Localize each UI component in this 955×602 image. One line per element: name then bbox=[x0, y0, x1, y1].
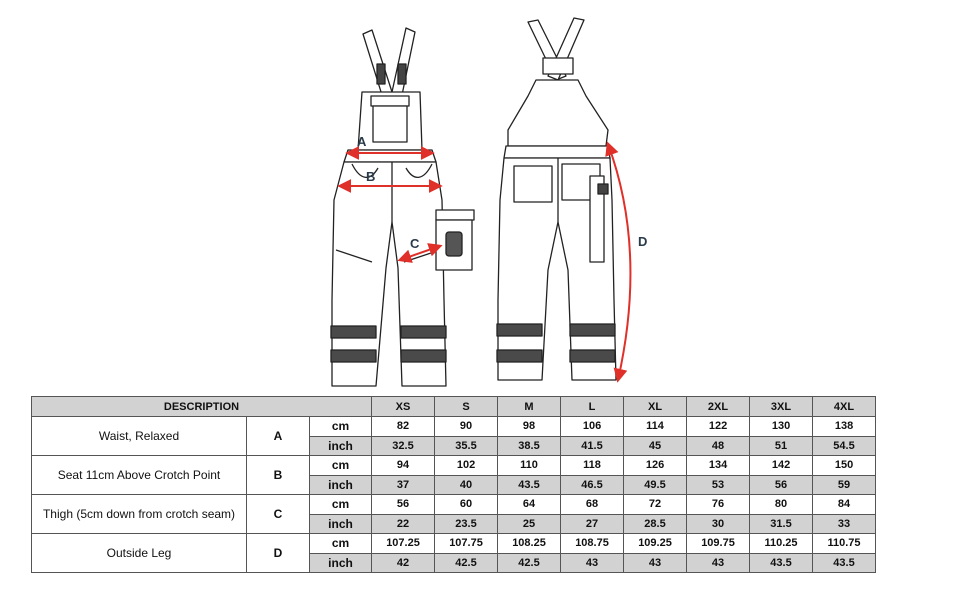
measurement-description: Seat 11cm Above Crotch Point bbox=[32, 456, 247, 495]
size-value: 53 bbox=[687, 475, 750, 495]
measurement-description: Waist, Relaxed bbox=[32, 417, 247, 456]
size-value: 110.25 bbox=[750, 534, 813, 554]
size-value: 46.5 bbox=[561, 475, 624, 495]
size-value: 59 bbox=[813, 475, 876, 495]
header-size: 2XL bbox=[687, 397, 750, 417]
size-value: 107.25 bbox=[372, 534, 435, 554]
size-value: 114 bbox=[624, 417, 687, 437]
size-value: 102 bbox=[435, 456, 498, 476]
size-value: 72 bbox=[624, 495, 687, 515]
size-value: 108.75 bbox=[561, 534, 624, 554]
size-value: 76 bbox=[687, 495, 750, 515]
size-value: 94 bbox=[372, 456, 435, 476]
size-value: 84 bbox=[813, 495, 876, 515]
table-row bbox=[32, 534, 876, 554]
size-chart-table bbox=[31, 396, 876, 573]
unit-label: cm bbox=[310, 495, 372, 515]
unit-label: inch bbox=[310, 436, 372, 456]
size-value: 28.5 bbox=[624, 514, 687, 534]
unit-label: cm bbox=[310, 417, 372, 437]
size-value: 27 bbox=[561, 514, 624, 534]
size-value: 49.5 bbox=[624, 475, 687, 495]
size-value: 43 bbox=[561, 553, 624, 573]
header-size: M bbox=[498, 397, 561, 417]
size-value: 56 bbox=[750, 475, 813, 495]
measurement-code: B bbox=[247, 456, 310, 495]
size-value: 68 bbox=[561, 495, 624, 515]
size-value: 110 bbox=[498, 456, 561, 476]
size-value: 45 bbox=[624, 436, 687, 456]
size-value: 32.5 bbox=[372, 436, 435, 456]
unit-label: cm bbox=[310, 456, 372, 476]
size-value: 122 bbox=[687, 417, 750, 437]
size-value: 33 bbox=[813, 514, 876, 534]
size-value: 51 bbox=[750, 436, 813, 456]
size-value: 150 bbox=[813, 456, 876, 476]
size-value: 80 bbox=[750, 495, 813, 515]
unit-label: cm bbox=[310, 534, 372, 554]
size-value: 109.75 bbox=[687, 534, 750, 554]
header-size: XL bbox=[624, 397, 687, 417]
size-value: 60 bbox=[435, 495, 498, 515]
marker-d: D bbox=[638, 234, 648, 249]
back-view-overalls bbox=[497, 18, 616, 380]
size-value: 98 bbox=[498, 417, 561, 437]
measurement-code: D bbox=[247, 534, 310, 573]
size-value: 30 bbox=[687, 514, 750, 534]
size-value: 22 bbox=[372, 514, 435, 534]
front-view-overalls bbox=[331, 28, 474, 386]
size-value: 106 bbox=[561, 417, 624, 437]
header-size: 3XL bbox=[750, 397, 813, 417]
header-description: DESCRIPTION bbox=[32, 397, 372, 417]
size-value: 43 bbox=[624, 553, 687, 573]
size-value: 25 bbox=[498, 514, 561, 534]
table-header-row bbox=[32, 397, 876, 417]
size-value: 109.25 bbox=[624, 534, 687, 554]
unit-label: inch bbox=[310, 475, 372, 495]
size-value: 23.5 bbox=[435, 514, 498, 534]
size-value: 35.5 bbox=[435, 436, 498, 456]
header-size: 4XL bbox=[813, 397, 876, 417]
header-size: S bbox=[435, 397, 498, 417]
size-value: 38.5 bbox=[498, 436, 561, 456]
marker-b: B bbox=[366, 169, 376, 184]
size-value: 54.5 bbox=[813, 436, 876, 456]
size-value: 43.5 bbox=[498, 475, 561, 495]
size-value: 82 bbox=[372, 417, 435, 437]
size-value: 90 bbox=[435, 417, 498, 437]
size-value: 126 bbox=[624, 456, 687, 476]
size-value: 138 bbox=[813, 417, 876, 437]
size-value: 118 bbox=[561, 456, 624, 476]
size-value: 43 bbox=[687, 553, 750, 573]
size-value: 108.25 bbox=[498, 534, 561, 554]
size-value: 43.5 bbox=[750, 553, 813, 573]
unit-label: inch bbox=[310, 514, 372, 534]
size-value: 142 bbox=[750, 456, 813, 476]
size-value: 31.5 bbox=[750, 514, 813, 534]
size-value: 110.75 bbox=[813, 534, 876, 554]
measurement-code: C bbox=[247, 495, 310, 534]
size-value: 42 bbox=[372, 553, 435, 573]
size-value: 42.5 bbox=[435, 553, 498, 573]
measurement-description: Thigh (5cm down from crotch seam) bbox=[32, 495, 247, 534]
marker-c: C bbox=[410, 236, 420, 251]
size-value: 134 bbox=[687, 456, 750, 476]
size-value: 40 bbox=[435, 475, 498, 495]
size-value: 56 bbox=[372, 495, 435, 515]
size-value: 41.5 bbox=[561, 436, 624, 456]
header-size: L bbox=[561, 397, 624, 417]
measurement-code: A bbox=[247, 417, 310, 456]
size-value: 130 bbox=[750, 417, 813, 437]
size-value: 64 bbox=[498, 495, 561, 515]
size-value: 48 bbox=[687, 436, 750, 456]
size-value: 107.75 bbox=[435, 534, 498, 554]
table-row bbox=[32, 456, 876, 476]
header-size: XS bbox=[372, 397, 435, 417]
table-row bbox=[32, 495, 876, 515]
size-value: 37 bbox=[372, 475, 435, 495]
size-value: 43.5 bbox=[813, 553, 876, 573]
size-value: 42.5 bbox=[498, 553, 561, 573]
measurement-description: Outside Leg bbox=[32, 534, 247, 573]
marker-a: A bbox=[357, 134, 367, 149]
unit-label: inch bbox=[310, 553, 372, 573]
table-row bbox=[32, 417, 876, 437]
